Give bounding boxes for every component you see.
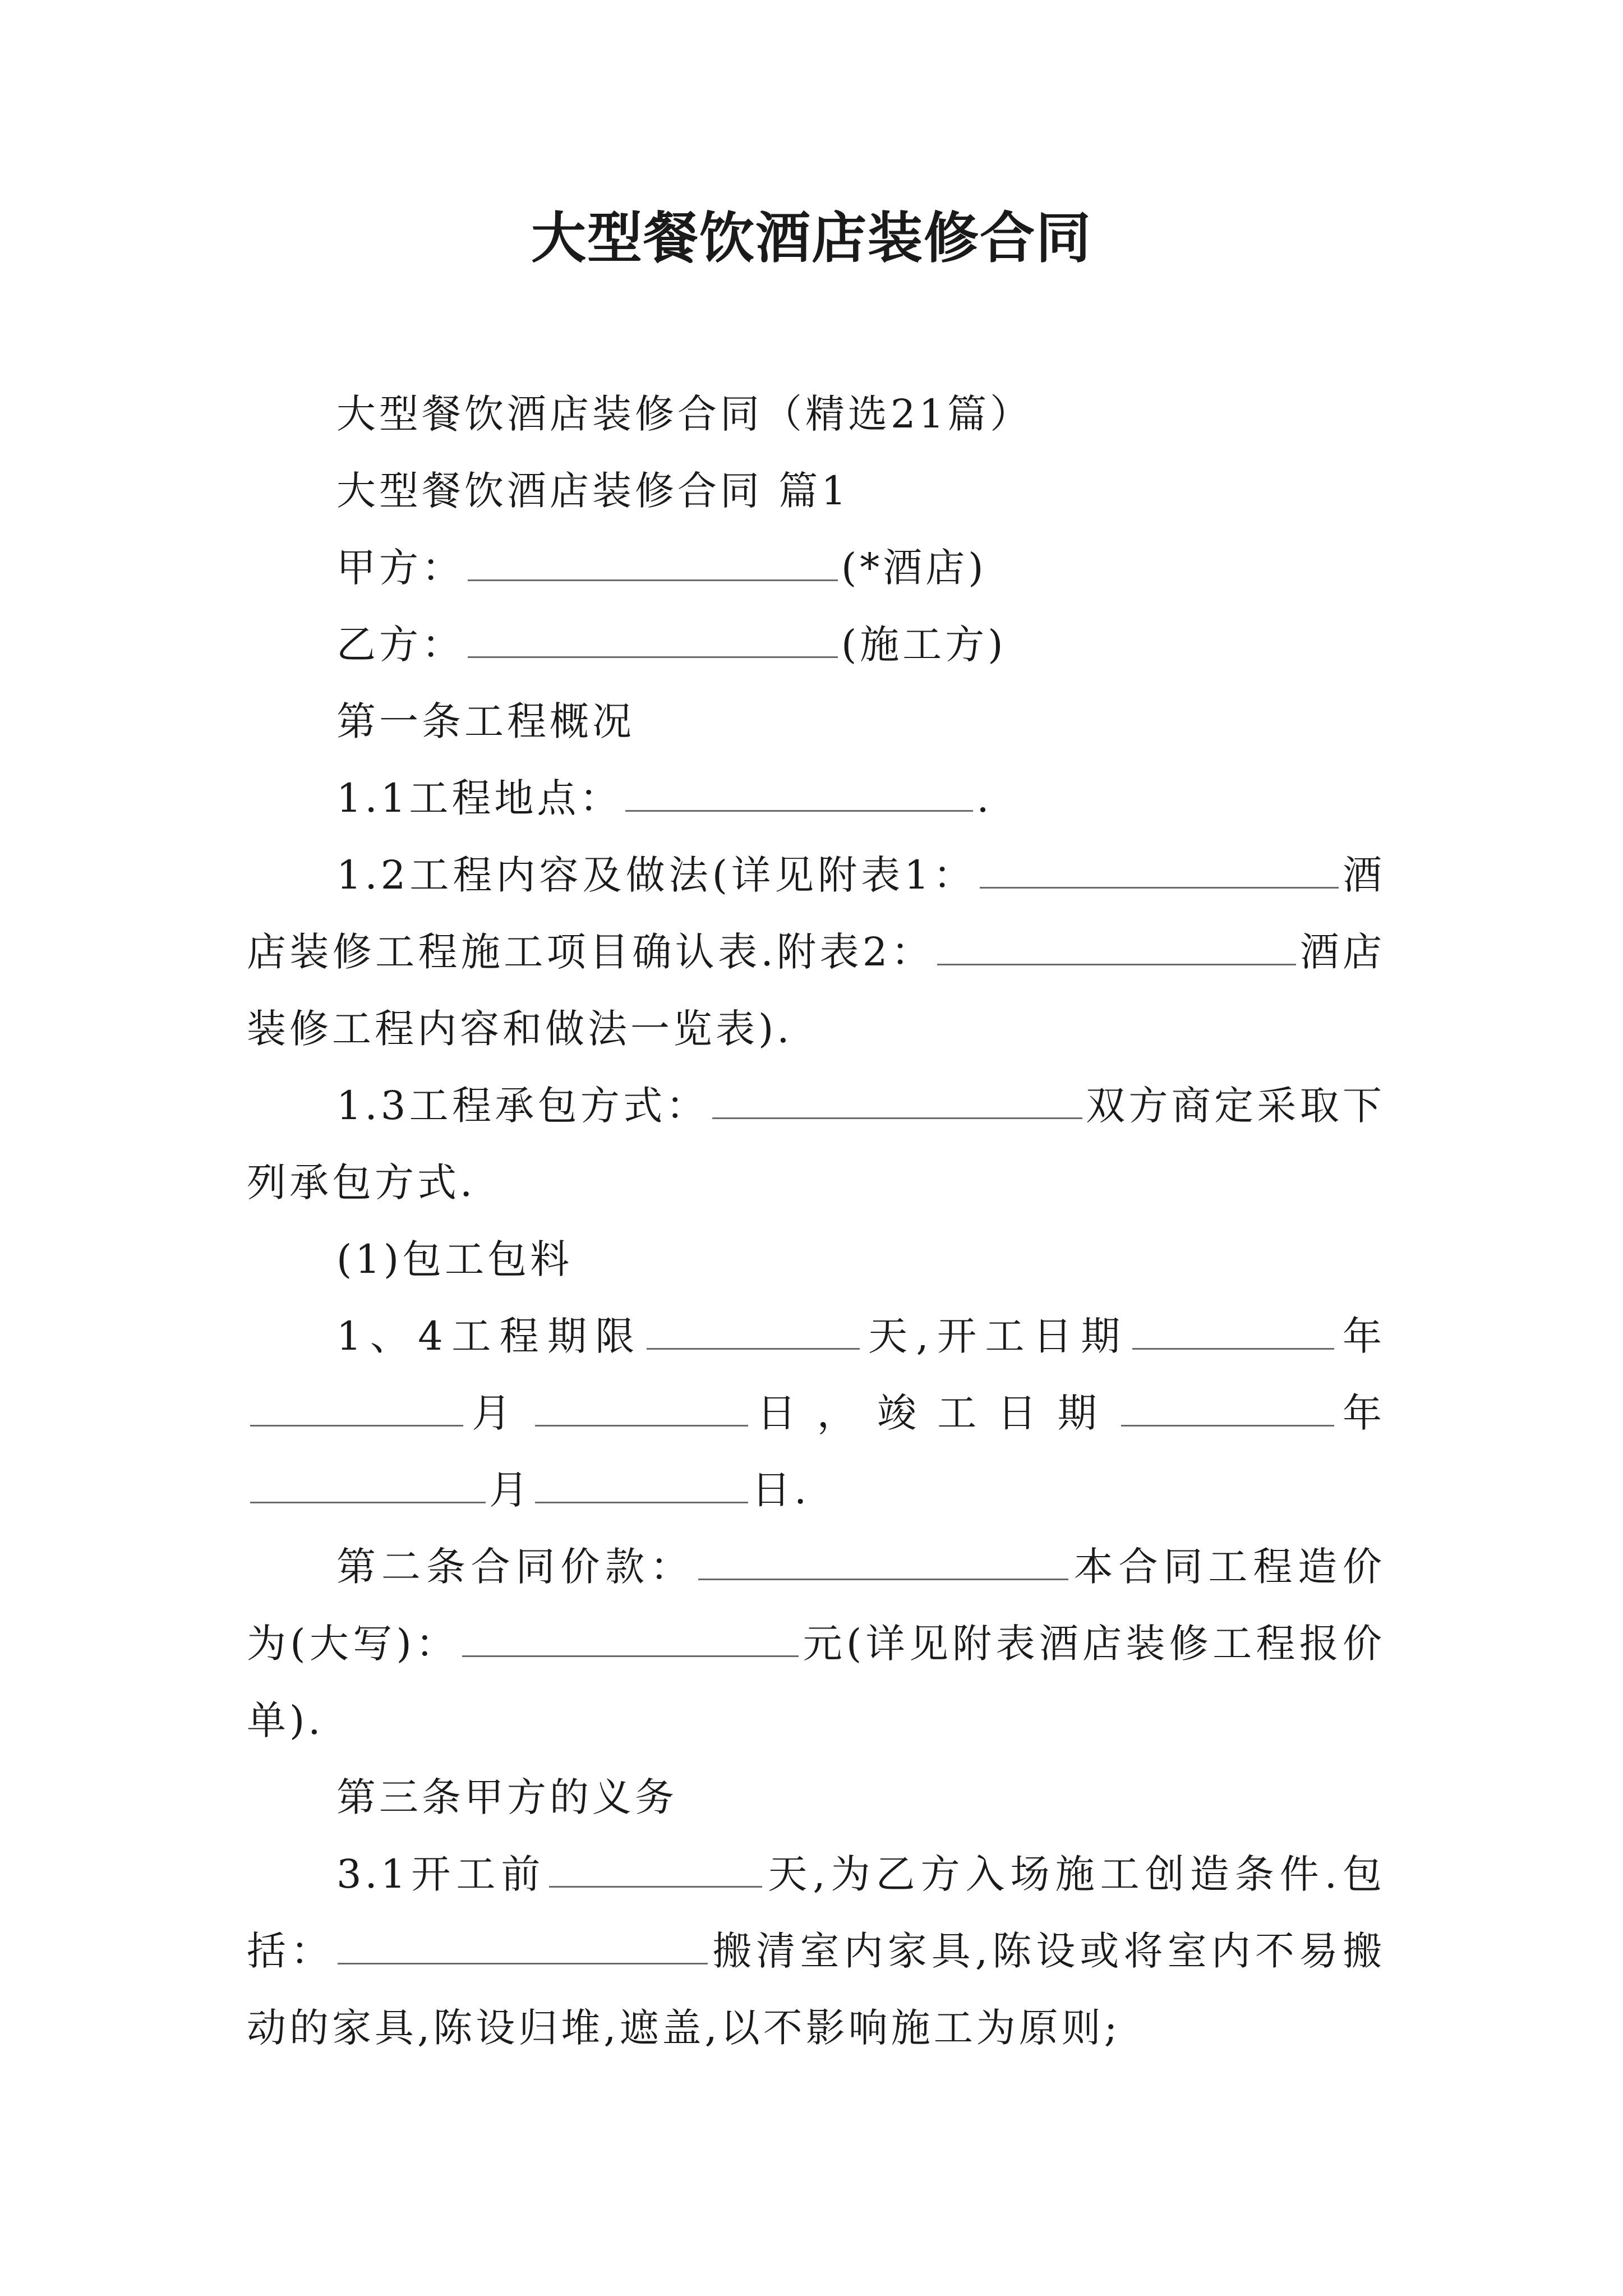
- paragraph-1-3: [247, 1068, 1385, 1221]
- price-label: 第二条合同价款：: [336, 1544, 695, 1590]
- appendix-2-blank: [937, 924, 1296, 965]
- start-month-label: 月: [467, 1390, 532, 1436]
- start-year-blank: [1132, 1309, 1334, 1350]
- party-b-suffix: (施工方): [841, 622, 1007, 668]
- end-day-label: 日.: [751, 1467, 810, 1513]
- paragraph-subtitle: 大型餐饮酒店装修合同（精选21篇）: [336, 391, 1033, 437]
- price-uppercase-label: 本合同工程造价为(大写)：: [247, 1544, 1386, 1667]
- start-month-blank: [250, 1386, 463, 1427]
- price-blank: [698, 1539, 1068, 1580]
- party-a-label: 甲方：: [336, 545, 464, 591]
- location-suffix: .: [976, 775, 993, 821]
- paragraph-party-b: [247, 606, 1385, 683]
- paragraph-article-2: [247, 1529, 1385, 1759]
- prep-label: 3.1开工前: [336, 1851, 546, 1897]
- paragraph-1-2: [247, 837, 1385, 1068]
- end-month-label: 月: [489, 1467, 532, 1513]
- paragraph-option-1: (1)包工包料: [336, 1236, 573, 1282]
- end-month-blank: [250, 1462, 486, 1503]
- paragraph-section-heading: 大型餐饮酒店装修合同 篇1: [336, 468, 850, 514]
- paragraph-party-a: [247, 530, 1385, 606]
- price-uppercase-blank: [462, 1616, 799, 1657]
- party-a-suffix: (*酒店): [841, 545, 987, 591]
- paragraph-article-1: 第一条工程概况: [336, 698, 635, 744]
- start-year-label: 年: [1337, 1313, 1385, 1359]
- prep-detail: 搬清室内家具,陈设或将室内不易搬动的家具,陈设归堆,遮盖,以不影响施工为原则;: [247, 1928, 1386, 2051]
- start-date-label: 天,开工日期: [863, 1313, 1129, 1359]
- paragraph-article-3: 第三条甲方的义务: [336, 1774, 677, 1820]
- content-appendix-2: 酒店装修工程内容和做法一览表).: [247, 929, 1385, 1052]
- prep-text: 天,为乙方入场施工创造条件.包括：: [247, 1851, 1385, 1974]
- contract-method-blank: [712, 1078, 1082, 1119]
- location-label: 1.1工程地点：: [336, 775, 623, 821]
- party-a-blank: [468, 540, 838, 581]
- prep-days-blank: [549, 1847, 762, 1888]
- start-day-blank: [535, 1386, 748, 1427]
- term-days-blank: [647, 1309, 860, 1350]
- prep-blank: [338, 1924, 708, 1964]
- paragraph-1-1: [247, 760, 1385, 837]
- term-label: 1、4工程期限: [336, 1313, 643, 1359]
- price-suffix: 元(详见附表酒店装修工程报价单).: [247, 1621, 1386, 1743]
- contract-method-text: 双方商定采取下列承包方式.: [247, 1083, 1386, 1205]
- paragraph-1-4: [247, 1298, 1385, 1529]
- end-day-blank: [535, 1462, 748, 1503]
- paragraph-3-1: [247, 1836, 1385, 2067]
- party-b-blank: [468, 617, 838, 658]
- end-date-label: 日，竣工日期: [751, 1390, 1118, 1436]
- document-title: 大型餐饮酒店装修合同: [531, 206, 1092, 270]
- contract-method-label: 1.3工程承包方式：: [336, 1083, 709, 1129]
- content-label: 1.2工程内容及做法(详见附表1：: [336, 852, 976, 898]
- content-appendix-1: 酒店装修工程施工项目确认表.附表2：: [247, 852, 1386, 975]
- end-year-label: 年: [1337, 1390, 1386, 1436]
- location-blank: [625, 771, 973, 812]
- document-body: [247, 376, 1385, 2067]
- appendix-1-blank: [980, 848, 1339, 889]
- party-b-label: 乙方：: [336, 622, 464, 668]
- end-year-blank: [1121, 1386, 1334, 1427]
